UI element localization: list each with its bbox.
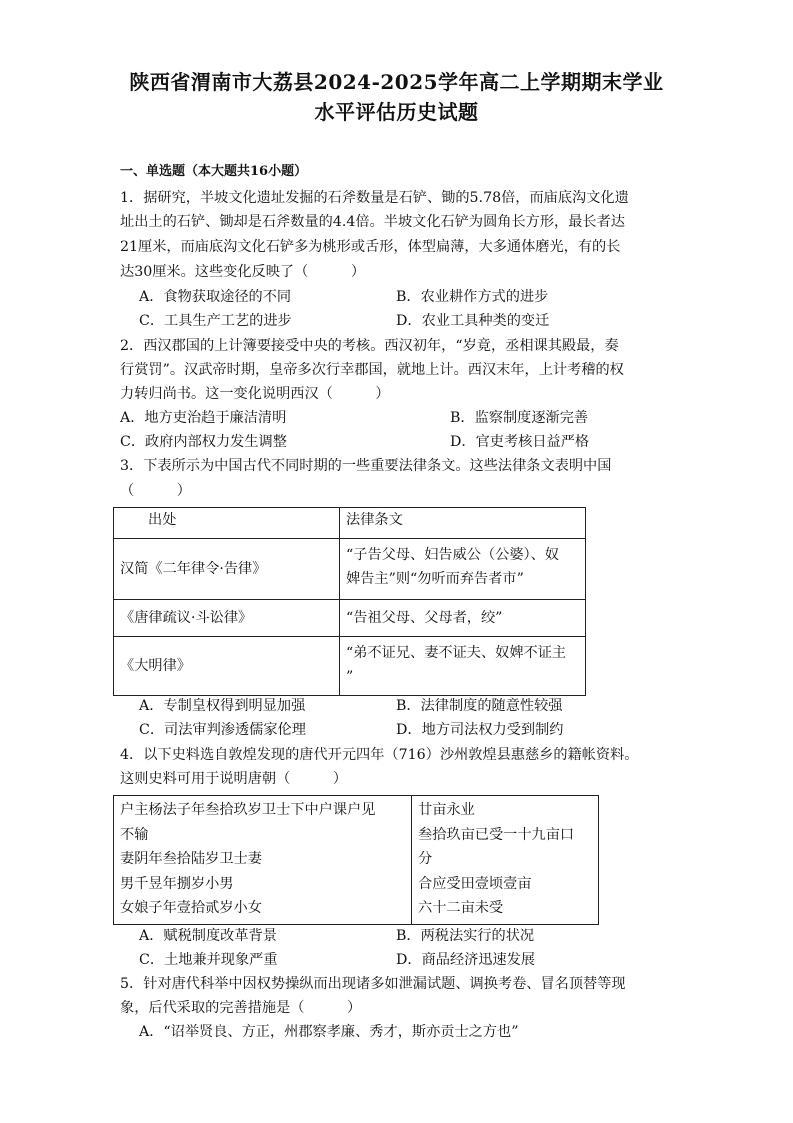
q2-stem-line: 行赏罚”。汉武帝时期，皇帝多次行幸郡国，就地上计。西汉末年，上计考稽的权 xyxy=(120,362,624,378)
table-cell-text-line: 婢告主”则“勿听而弃告者市” xyxy=(346,571,524,587)
register-line: 叁拾玖亩已受一十九亩口 xyxy=(418,826,575,843)
register-line: 不输 xyxy=(120,826,149,843)
q2-option-c: C．政府内部权力发生调整 xyxy=(120,434,287,450)
table-row xyxy=(114,539,586,600)
household-register-table xyxy=(113,795,599,925)
q1-stem-line: 达30厘米。这些变化反映了（ ） xyxy=(120,264,366,280)
table-cell-source: 《唐律疏议·斗讼律》 xyxy=(114,600,340,637)
q4-option-a: A．赋税制度改革背景 xyxy=(139,928,277,944)
q2-option-d: D．官吏考核日益严格 xyxy=(450,434,590,450)
table-row xyxy=(114,637,586,696)
table-cell-text xyxy=(340,637,586,696)
table-cell-text: “告祖父母、父母者，绞” xyxy=(340,600,586,637)
q1-option-d: D．农业工具种类的变迁 xyxy=(396,313,550,329)
q4-option-b: B．两税法实行的状况 xyxy=(396,928,535,944)
register-line: 合应受田壹顷壹亩 xyxy=(418,875,532,892)
page-title-line1: 陕西省渭南市大荔县2024-2025学年高二上学期期末学业 xyxy=(129,70,664,94)
table-header-row xyxy=(114,508,586,539)
q1-stem-line: 21厘米，而庙底沟文化石铲多为桃形或舌形，体型扁薄，大多通体磨光，有的长 xyxy=(120,239,621,255)
table-row xyxy=(114,600,586,637)
law-table xyxy=(113,507,586,696)
table-header-source: 出处 xyxy=(114,508,340,539)
table-cell-text-line: ” xyxy=(346,669,354,685)
register-line: 妻阴年叁拾陆岁卫士妻 xyxy=(120,851,262,867)
register-land-cell xyxy=(412,796,599,925)
q5-option-a: A．“诏举贤良、方正，州郡察孝廉、秀才，斯亦贡士之方也” xyxy=(139,1024,519,1040)
q2-option-a: A．地方吏治趋于廉洁清明 xyxy=(120,410,287,426)
register-household-cell xyxy=(114,796,412,925)
q3-option-b: B．法律制度的随意性较强 xyxy=(396,698,563,714)
register-line: 男千昱年捌岁小男 xyxy=(120,875,234,892)
q1-option-a: A．食物获取途径的不同 xyxy=(139,289,292,305)
table-cell-source: 汉简《二年律令·告律》 xyxy=(114,539,340,600)
q3-stem-line: 3．下表所示为中国古代不同时期的一些重要法律条文。这些法律条文表明中国 xyxy=(120,458,612,474)
q4-stem-line: 4．以下史料选自敦煌发现的唐代开元四年（716）沙州敦煌县惠慈乡的籍帐资料。 xyxy=(120,747,639,763)
table-cell-source: 《大明律》 xyxy=(114,637,340,696)
q3-stem-line: （ ） xyxy=(120,483,191,499)
q5-stem-line: 5．针对唐代科举中因权势操纵而出现诸多如泄漏试题、调换考卷、冒名顶替等现 xyxy=(120,976,626,992)
q3-option-c: C．司法审判渗透儒家伦理 xyxy=(139,722,306,738)
section-heading: 一、单选题（本大题共16小题） xyxy=(120,164,308,179)
q1-stem-line: 址出土的石铲、锄却是石斧数量的4.4倍。半坡文化石铲为圆角长方形，最长者达 xyxy=(120,214,625,230)
register-line: 女娘子年壹拾贰岁小女 xyxy=(120,900,262,916)
register-line: 户主杨法子年叁拾玖岁卫士下中户课户见 xyxy=(120,802,376,818)
q1-option-c: C．工具生产工艺的进步 xyxy=(139,313,292,329)
q3-option-d: D．地方司法权力受到制约 xyxy=(396,722,564,738)
table-header-text: 法律条文 xyxy=(340,508,586,539)
q3-option-a: A．专制皇权得到明显加强 xyxy=(139,698,306,714)
q4-option-d: D．商品经济迅速发展 xyxy=(396,952,536,968)
q2-stem-line: 2．西汉郡国的上计簿要接受中央的考核。西汉初年，“岁竟，丞相课其殿最，奏 xyxy=(120,338,619,354)
q1-option-b: B．农业耕作方式的进步 xyxy=(396,289,549,305)
page-title-line2: 水平评估历史试题 xyxy=(314,100,479,124)
table-cell-text-line: “子告父母、妇告威公（公婆）、奴 xyxy=(346,547,559,563)
q4-option-c: C．土地兼并现象严重 xyxy=(139,952,278,968)
q2-stem-line: 力转归尚书。这一变化说明西汉（ ） xyxy=(120,386,390,402)
table-cell-text-line: “弟不证兄、妻不证夫、奴婢不证主 xyxy=(346,645,567,661)
table-row xyxy=(114,796,599,925)
register-line: 廿亩永业 xyxy=(418,802,475,818)
q4-stem-line: 这则史料可用于说明唐朝（ ） xyxy=(120,771,348,787)
table-cell-text xyxy=(340,539,586,600)
register-line: 分 xyxy=(418,851,433,867)
register-line: 六十二亩未受 xyxy=(418,900,504,916)
q5-stem-line: 象，后代采取的完善措施是（ ） xyxy=(120,1000,362,1016)
q2-option-b: B．监察制度逐渐完善 xyxy=(450,410,589,426)
q1-stem-line: 1．据研究，半坡文化遗址发掘的石斧数量是石铲、锄的5.78倍，而庙底沟文化遗 xyxy=(120,190,629,206)
